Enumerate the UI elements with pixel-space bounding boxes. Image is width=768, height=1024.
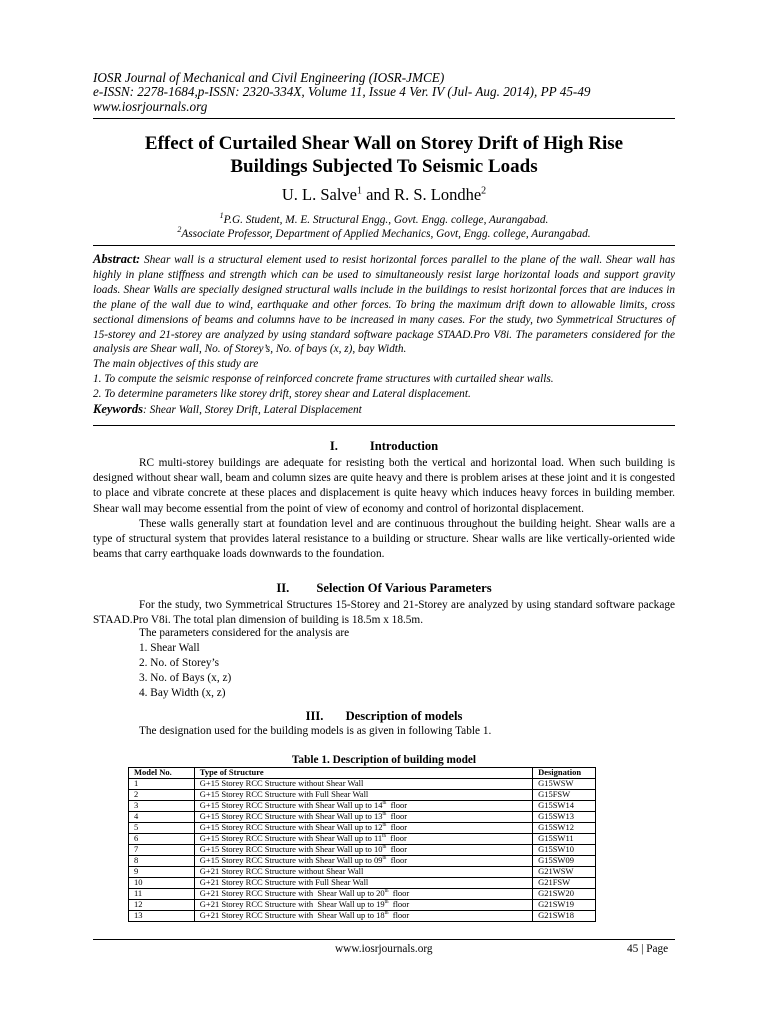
cell-type-suffix: floor bbox=[386, 844, 408, 855]
section-3-body bbox=[93, 724, 675, 739]
table-row bbox=[129, 823, 596, 834]
cell-model-no: 10 bbox=[129, 878, 195, 889]
table-row bbox=[129, 812, 596, 823]
abstract-top-rule bbox=[93, 245, 675, 246]
cell-type bbox=[194, 911, 532, 922]
cell-type-suffix: floor bbox=[388, 888, 410, 899]
section-1-para-2: These walls generally start at foundation level and are continuous throughout the building height. Shear walls are a type of structural system that provides lateral resistance to a building or structure. Shear walls are like vertically-oriented wide beams that carry earthquake loads downwards to the foundation. bbox=[93, 517, 675, 561]
footer-page-number: 45 | Page bbox=[627, 943, 669, 955]
journal-name: IOSR Journal of Mechanical and Civil Engineering (IOSR-JMCE) bbox=[93, 70, 445, 85]
cell-type-text: G+15 Storey RCC Structure with Shear Wall up to 13 bbox=[199, 811, 383, 822]
abstract bbox=[93, 252, 675, 418]
cell-model-no: 11 bbox=[129, 889, 195, 900]
cell-type-text: G+21 Storey RCC Structure with Shear Wall up to 18 bbox=[199, 910, 385, 921]
cell-type-suffix: floor bbox=[388, 899, 410, 910]
author-2: R. S. Londhe bbox=[394, 185, 482, 204]
cell-designation: G21SW20 bbox=[533, 889, 596, 900]
abstract-bottom-rule bbox=[93, 425, 675, 426]
cell-designation: G15WSW bbox=[533, 779, 596, 790]
cell-type-suffix: floor bbox=[386, 811, 408, 822]
cell-type-text: G+15 Storey RCC Structure with Full Shear Wall bbox=[199, 789, 369, 800]
building-model-table bbox=[128, 767, 596, 922]
cell-model-no: 5 bbox=[129, 823, 195, 834]
table-header-row bbox=[129, 768, 596, 779]
header-designation: Designation bbox=[533, 768, 596, 779]
objective-1: 1. To compute the seismic response of reinforced concrete frame structures with curtailed shear walls. bbox=[93, 373, 554, 386]
affiliation-1-sup: 1 bbox=[219, 211, 224, 220]
abstract-label: Abstract: bbox=[93, 252, 141, 266]
cell-type-text: G+15 Storey RCC Structure with Shear Wall up to 09 bbox=[199, 855, 383, 866]
list-item: 2. No. of Storey’s bbox=[139, 657, 220, 669]
cell-type-text: G+21 Storey RCC Structure without Shear Wall bbox=[199, 866, 364, 877]
cell-designation: G15FSW bbox=[533, 790, 596, 801]
cell-designation: G21FSW bbox=[533, 878, 596, 889]
table-row bbox=[129, 834, 596, 845]
cell-type bbox=[194, 801, 532, 812]
cell-type bbox=[194, 900, 532, 911]
cell-type-ordinal: th bbox=[382, 845, 387, 851]
section-2-heading bbox=[93, 581, 675, 596]
table-row bbox=[129, 878, 596, 889]
section-1-heading bbox=[93, 439, 675, 454]
cell-type bbox=[194, 834, 532, 845]
cell-model-no: 12 bbox=[129, 900, 195, 911]
cell-type-text: G+21 Storey RCC Structure with Full Shear Wall bbox=[199, 877, 369, 888]
affiliation-2 bbox=[93, 223, 675, 241]
cell-model-no: 1 bbox=[129, 779, 195, 790]
table-row bbox=[129, 867, 596, 878]
cell-type-text: G+15 Storey RCC Structure without Shear Wall bbox=[199, 778, 364, 789]
parameter-list-intro: The parameters considered for the analysis are bbox=[139, 627, 350, 639]
cell-type-text: G+15 Storey RCC Structure with Shear Wall up to 14 bbox=[199, 800, 383, 811]
cell-type bbox=[194, 856, 532, 867]
list-item: 1. Shear Wall bbox=[139, 642, 200, 654]
section-2-para-1: For the study, two Symmetrical Structures 15-Storey and 21-Storey are analyzed by using standard software package STAAD.Pro V8i. The total plan dimension of building is 18.5m x 18.5m. bbox=[93, 599, 675, 627]
header-model-no: Model No. bbox=[129, 768, 195, 779]
footer-website: www.iosrjournals.org bbox=[335, 943, 433, 955]
cell-designation: G15SW10 bbox=[533, 845, 596, 856]
cell-type-ordinal: th bbox=[382, 801, 387, 807]
cell-type-ordinal: th bbox=[382, 812, 387, 818]
affiliation-1-text: P.G. Student, M. E. Structural Engg., Govt. Engg. college, Aurangabad. bbox=[223, 213, 549, 226]
paper-title bbox=[93, 132, 675, 178]
section-3-title: Description of models bbox=[345, 709, 463, 723]
authors bbox=[93, 185, 675, 205]
cell-designation: G21SW19 bbox=[533, 900, 596, 911]
cell-type bbox=[194, 812, 532, 823]
cell-type-ordinal: th bbox=[384, 900, 389, 906]
journal-website: www.iosrjournals.org bbox=[93, 99, 208, 114]
cell-designation: G15SW13 bbox=[533, 812, 596, 823]
author-1: U. L. Salve bbox=[281, 185, 357, 204]
cell-model-no: 2 bbox=[129, 790, 195, 801]
table-body bbox=[129, 779, 596, 922]
table-row bbox=[129, 856, 596, 867]
section-1-number: I. bbox=[329, 439, 338, 453]
title-line-1: Effect of Curtailed Shear Wall on Storey Drift of High Rise bbox=[144, 133, 624, 154]
parameter-list bbox=[139, 626, 349, 701]
section-2-title: Selection Of Various Parameters bbox=[316, 581, 492, 595]
cell-model-no: 3 bbox=[129, 801, 195, 812]
cell-type-text: G+15 Storey RCC Structure with Shear Wall up to 10 bbox=[199, 844, 383, 855]
table-row bbox=[129, 845, 596, 856]
table-row bbox=[129, 801, 596, 812]
section-1-title: Introduction bbox=[369, 439, 439, 453]
cell-type-suffix: floor bbox=[386, 855, 408, 866]
cell-model-no: 7 bbox=[129, 845, 195, 856]
affiliation-2-text: Associate Professor, Department of Applied Mechanics, Govt, Engg. college, Aurangabad. bbox=[181, 227, 591, 240]
table-row bbox=[129, 889, 596, 900]
cell-model-no: 9 bbox=[129, 867, 195, 878]
section-1-para-1: RC multi-storey buildings are adequate for resisting both the vertical and horizontal load. When such building is designed without shear wall, beam and column sizes are quite heavy and there is problem arises at these joint and it is congested to place and vibrate concrete at these places and displacement is quite heavy which induces heavy forces in building member. Shear wall may become essential from the point of view of economy and control of horizontal displacement. bbox=[93, 457, 675, 515]
section-1-body bbox=[93, 456, 675, 562]
cell-designation: G15SW11 bbox=[533, 834, 596, 845]
cell-designation: G15SW09 bbox=[533, 856, 596, 867]
cell-model-no: 13 bbox=[129, 911, 195, 922]
header-rule bbox=[93, 118, 675, 119]
cell-type-ordinal: th bbox=[384, 889, 389, 895]
table-row bbox=[129, 900, 596, 911]
cell-type-ordinal: th bbox=[382, 823, 387, 829]
list-item: 3. No. of Bays (x, z) bbox=[139, 672, 232, 684]
cell-designation: G21WSW bbox=[533, 867, 596, 878]
cell-type bbox=[194, 878, 532, 889]
cell-type bbox=[194, 867, 532, 878]
cell-type-suffix: floor bbox=[388, 910, 410, 921]
footer-rule bbox=[93, 939, 675, 940]
cell-type-text: G+15 Storey RCC Structure with Shear Wall up to 11 bbox=[199, 833, 383, 844]
cell-designation: G15SW14 bbox=[533, 801, 596, 812]
objectives-intro: The main objectives of this study are bbox=[93, 358, 259, 371]
table-row bbox=[129, 779, 596, 790]
author-2-sup: 2 bbox=[481, 185, 487, 197]
cell-type bbox=[194, 779, 532, 790]
table-caption: Table 1. Description of building model bbox=[291, 754, 477, 766]
section-2-number: II. bbox=[276, 581, 290, 595]
cell-designation: G15SW12 bbox=[533, 823, 596, 834]
author-1-sup: 1 bbox=[356, 185, 362, 197]
cell-type-suffix: floor bbox=[386, 800, 408, 811]
affiliation-2-sup: 2 bbox=[177, 225, 182, 234]
journal-issn: e-ISSN: 2278-1684,p-ISSN: 2320-334X, Volume 11, Issue 4 Ver. IV (Jul- Aug. 2014), PP 45-49 bbox=[93, 84, 591, 99]
cell-type bbox=[194, 790, 532, 801]
table-row bbox=[129, 790, 596, 801]
cell-type-text: G+15 Storey RCC Structure with Shear Wall up to 12 bbox=[199, 822, 383, 833]
table-row bbox=[129, 911, 596, 922]
cell-designation: G21SW18 bbox=[533, 911, 596, 922]
section-3-para-1: The designation used for the building models is as given in following Table 1. bbox=[139, 725, 492, 737]
cell-type-ordinal: th bbox=[384, 911, 389, 917]
cell-type bbox=[194, 845, 532, 856]
cell-model-no: 6 bbox=[129, 834, 195, 845]
abstract-text: Shear wall is a structural element used to resist horizontal forces parallel to the plane of the wall. Shear wall has highly in plane stiffness and strength which can be used to simultaneously resist large horizontal loads and support gravity loads. Shear Walls are specially designed structural walls include in the buildings to resist horizontal forces that are induces in the plane of the wall due to wind, earthquake and other forces. To bring the maximum drift down to allowable limits, cross sectional dimensions of beams and columns have to be increased in many cases. For the study, two Symmetrical Structures of 15-storey and 21-storey are analyzed by using standard software package STAAD.Pro V8i. The parameters considered for the analysis are Shear wall, No. of Storey’s, No. of bays (x, z), bay Width. bbox=[93, 254, 675, 356]
cell-type bbox=[194, 823, 532, 834]
objective-2: 2. To determine parameters like storey drift, storey shear and Lateral displacement. bbox=[93, 388, 471, 401]
author-and: and bbox=[361, 185, 395, 204]
cell-type-text: G+21 Storey RCC Structure with Shear Wall up to 20 bbox=[199, 888, 385, 899]
section-3-number: III. bbox=[305, 709, 324, 723]
cell-model-no: 4 bbox=[129, 812, 195, 823]
cell-type-ordinal: th bbox=[382, 856, 387, 862]
cell-model-no: 8 bbox=[129, 856, 195, 867]
list-item: 4. Bay Width (x, z) bbox=[139, 687, 226, 699]
section-3-heading bbox=[93, 709, 675, 724]
cell-type-text: G+21 Storey RCC Structure with Shear Wall up to 19 bbox=[199, 899, 385, 910]
cell-type-suffix: floor bbox=[386, 822, 408, 833]
cell-type-suffix: floor bbox=[386, 833, 407, 844]
cell-type bbox=[194, 889, 532, 900]
keywords-text: : Shear Wall, Storey Drift, Lateral Displacement bbox=[143, 404, 362, 417]
header-type: Type of Structure bbox=[194, 768, 532, 779]
title-line-2: Buildings Subjected To Seismic Loads bbox=[230, 156, 538, 177]
keywords-label: Keywords bbox=[93, 402, 143, 417]
cell-type-ordinal: th bbox=[382, 834, 387, 840]
section-2-body bbox=[93, 598, 675, 628]
